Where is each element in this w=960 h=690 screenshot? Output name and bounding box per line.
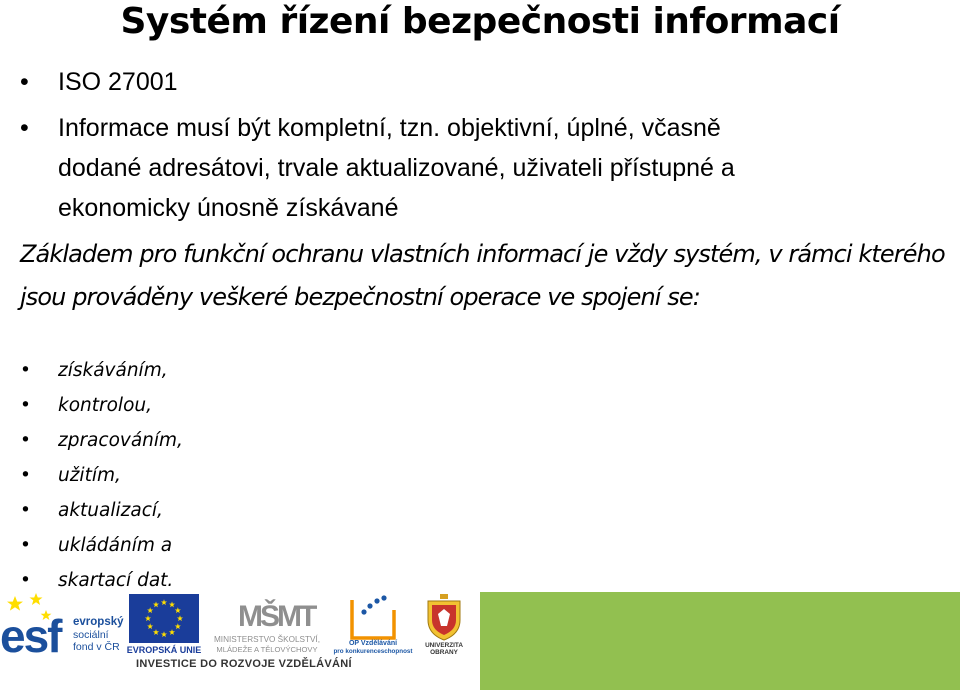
- esf-text-line: evropský: [73, 616, 124, 628]
- msmt-text-line: MINISTERSTVO ŠKOLSTVÍ,: [213, 635, 321, 644]
- bullet: •: [20, 535, 31, 556]
- bullet: •: [20, 500, 31, 521]
- list-item-text: aktualizací,: [58, 500, 163, 521]
- esf-star-icon: [7, 596, 23, 611]
- list-item-text: zpracováním,: [58, 430, 183, 451]
- op-dot-icon: [367, 603, 372, 608]
- op-dot-icon: [374, 598, 379, 603]
- footer-logo-bar: [0, 592, 960, 690]
- op-frame-icon: [352, 600, 394, 638]
- green-block: [480, 592, 960, 690]
- bullet: •: [20, 360, 31, 381]
- list-item-text: získáváním,: [58, 360, 168, 381]
- msmt-text-line: MLÁDEŽE A TĚLOVÝCHOVY: [216, 645, 318, 654]
- bullet: •: [20, 430, 31, 451]
- invest-tagline: INVESTICE DO ROZVOJE VZDĚLÁVÁNÍ: [136, 658, 352, 670]
- bullet-text: ISO 27001: [58, 68, 178, 96]
- op-text-line: OP Vzdělávání: [348, 640, 398, 647]
- list-item-text: skartací dat.: [58, 570, 174, 591]
- eu-label: EVROPSKÁ UNIE: [126, 645, 202, 655]
- op-dot-icon: [381, 595, 386, 600]
- msmt-mark: MŠMT: [238, 600, 315, 633]
- op-dot-icon: [361, 609, 366, 614]
- unob-crown-icon: [440, 594, 448, 599]
- esf-star-icon: [30, 593, 43, 605]
- logo-strip: [0, 592, 480, 690]
- bullet: •: [20, 395, 31, 416]
- unob-text-line: UNIVERZITA: [425, 642, 463, 649]
- bullet: •: [20, 114, 29, 142]
- bullet: •: [20, 465, 31, 486]
- list-item-text: kontrolou,: [58, 395, 152, 416]
- bullet: •: [20, 570, 31, 591]
- op-vk-logo: [330, 592, 416, 656]
- slide-title: Systém řízení bezpečnosti informací: [120, 1, 840, 42]
- op-text-line: pro konkurenceschopnost: [333, 648, 413, 655]
- bullet-text: ekonomicky únosně získávané: [58, 194, 399, 222]
- esf-text-line: sociální: [73, 629, 109, 641]
- unob-logo: [416, 592, 472, 656]
- esf-text-line: fond v ČR: [73, 641, 120, 653]
- bullet: •: [20, 68, 29, 96]
- body-paragraph: Základem pro funkční ochranu vlastních informací je vždy systém, v rámci kterého jsou prováděny veškeré bezpečnostní operace ve spojení se:: [20, 240, 945, 311]
- list-item-text: ukládáním a: [58, 535, 173, 556]
- eu-logo: [126, 592, 202, 656]
- bullet-text: Informace musí být kompletní, tzn. objektivní, úplné, včasně: [58, 114, 721, 142]
- list-item-text: užitím,: [58, 465, 121, 486]
- unob-text-line: OBRANY: [430, 649, 458, 656]
- esf-logo: [0, 592, 124, 656]
- msmt-logo: [204, 592, 330, 656]
- bullet-text: dodané adresátovi, trvale aktualizované, uživateli přístupné a: [58, 154, 735, 182]
- esf-wordmark: esf: [0, 610, 61, 656]
